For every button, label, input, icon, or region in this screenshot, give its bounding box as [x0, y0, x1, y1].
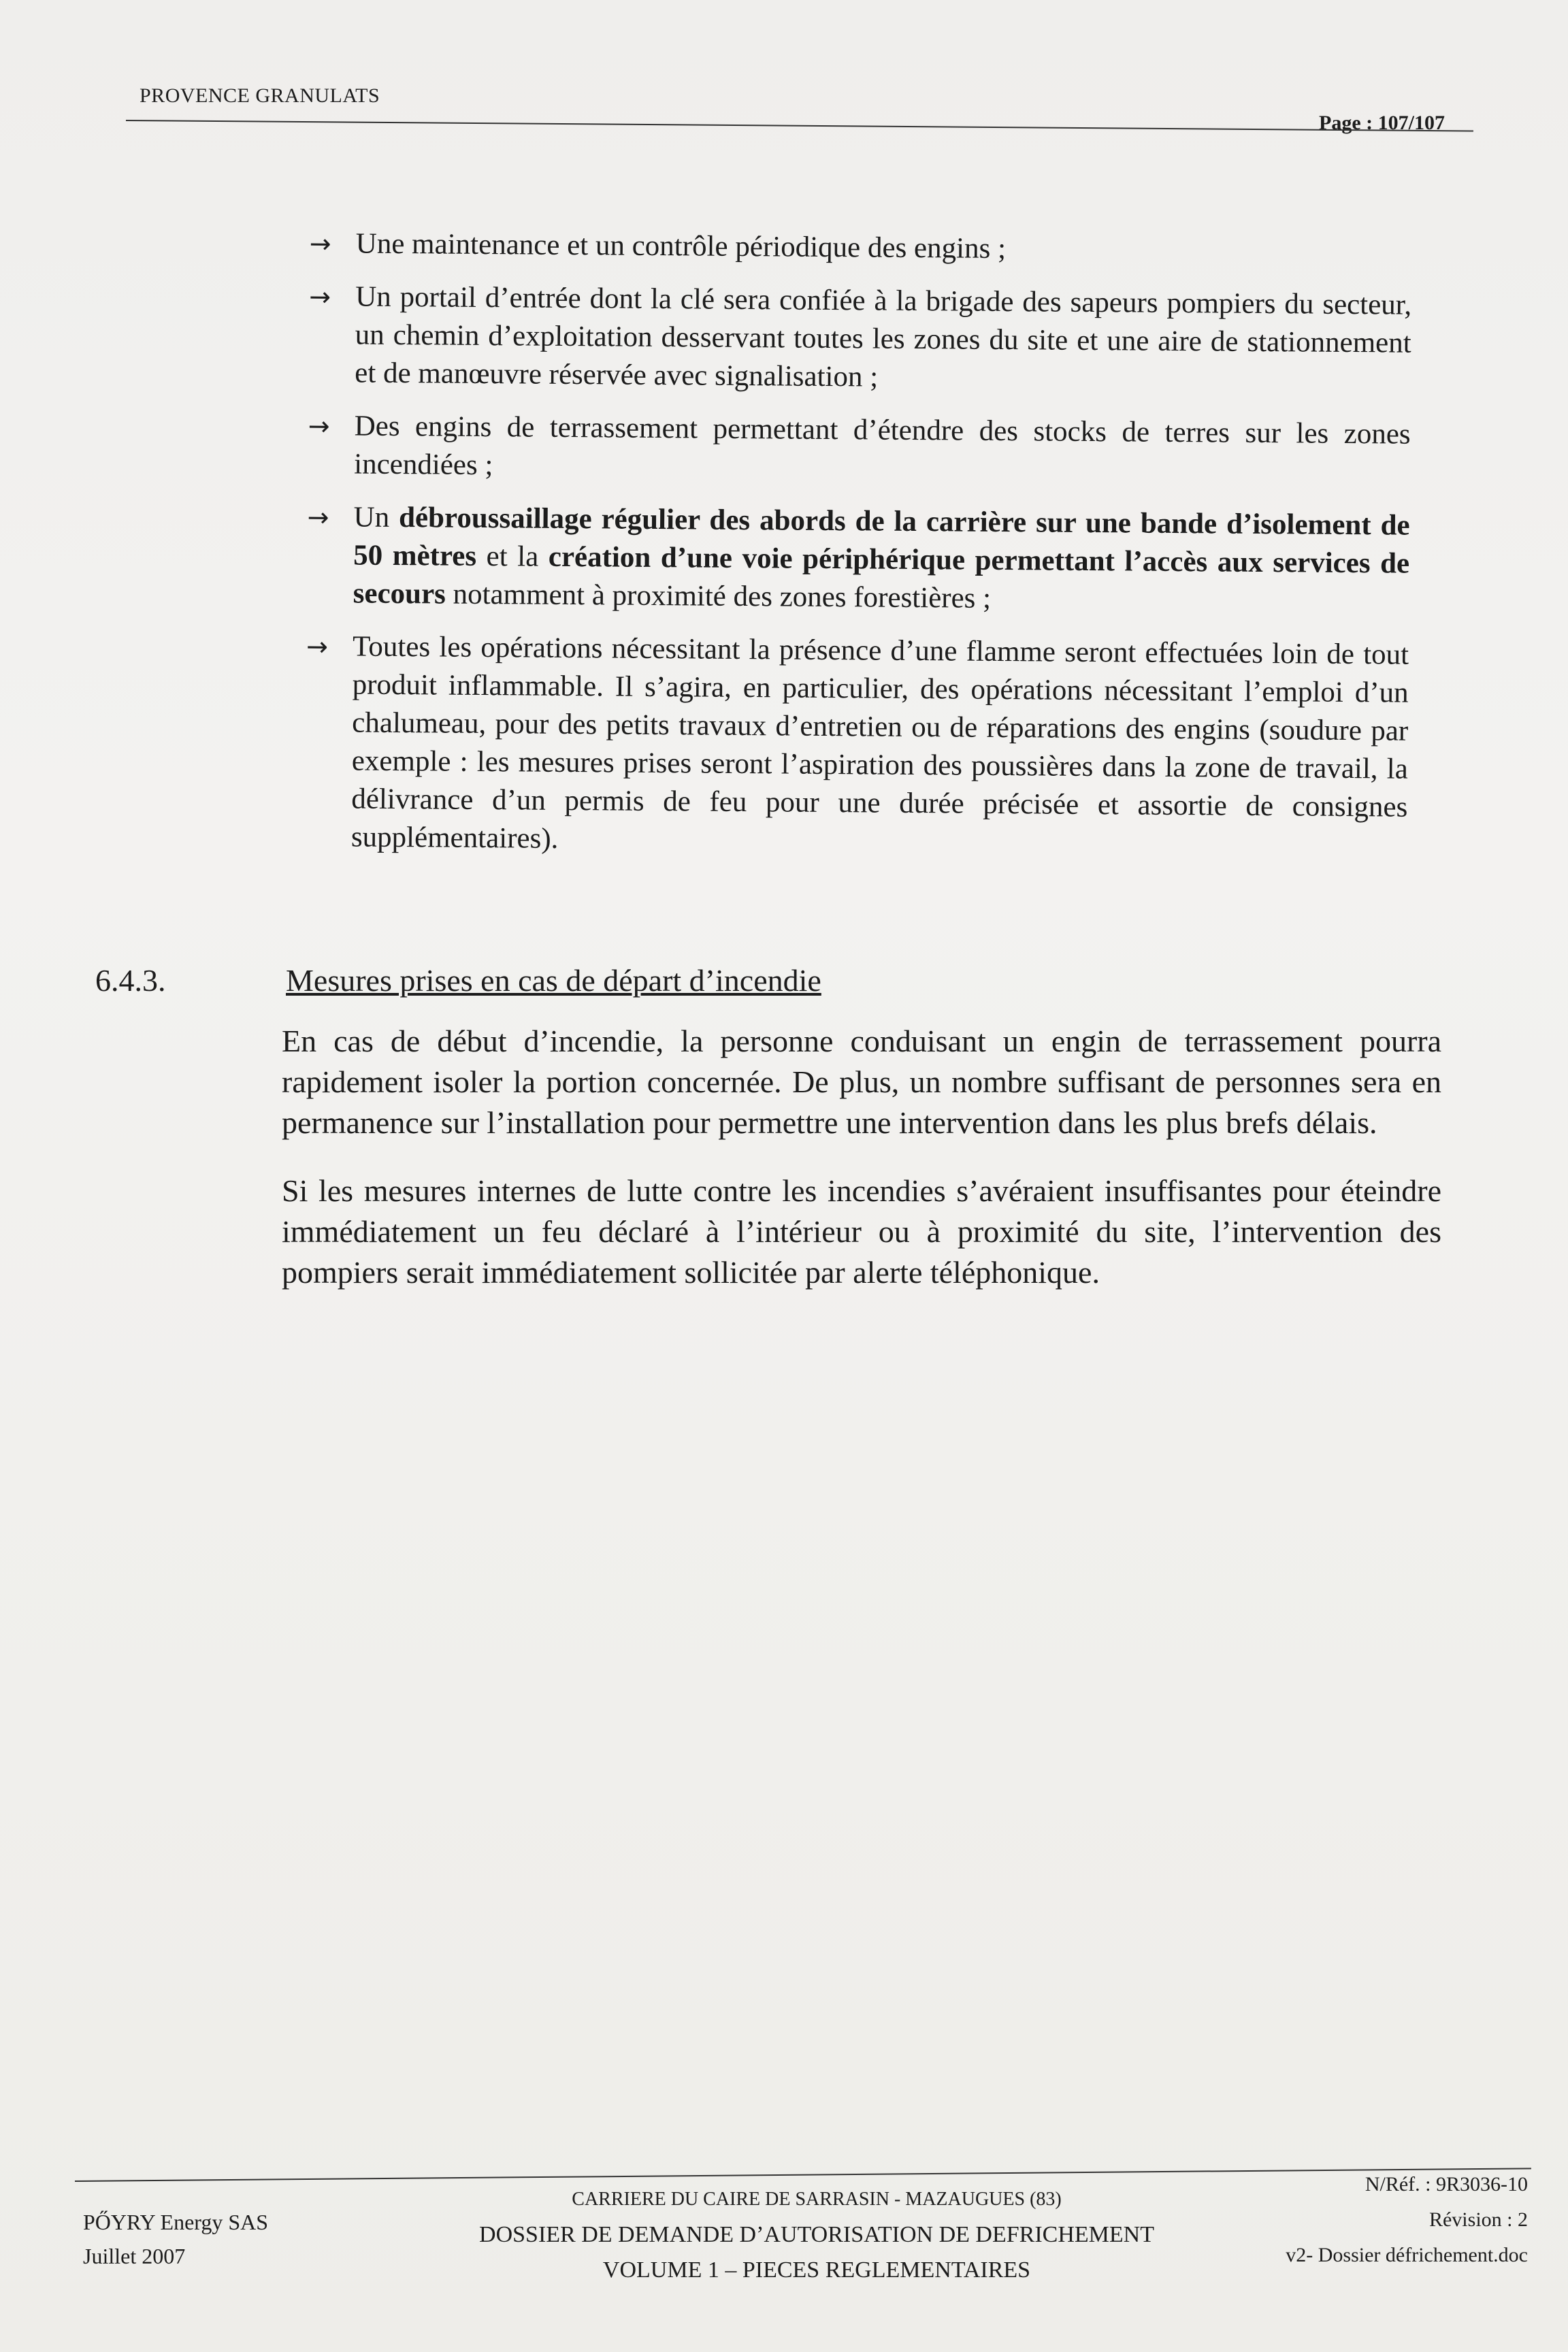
bullet-text: notamment à proximité des zones forestières ; [445, 578, 992, 615]
bullet-list [305, 225, 1412, 880]
bullet-item [310, 225, 1412, 272]
footer-date: Juillet 2007 [83, 2244, 186, 2268]
bullet-item [308, 278, 1411, 401]
footer-company: PŐYRY Energy SAS [83, 2210, 269, 2234]
bullet-text-bold: création d’une voie périphérique permettant l’accès aux services de secours [353, 540, 1410, 610]
header-company: PROVENCE GRANULATS [140, 84, 380, 107]
header-rule [126, 120, 1473, 132]
section-number: 6.4.3. [95, 963, 166, 998]
section-paragraph: Si les mesures internes de lutte contre les incendies s’avéraient insuffisantes pour éteindre immédiatement un feu déclaré à l’intérieur ou à proximité du site, l’intervention des pompiers serait immédiatement sollicitée par alerte téléphonique. [282, 1173, 1441, 1290]
bullet-text-bold: débroussaillage régulier des abords de la carrière sur une bande d’isolement de 50 mètres [353, 502, 1410, 572]
footer-left [83, 2205, 268, 2273]
footer-project: CARRIERE DU CAIRE DE SARRASIN - MAZAUGUES (83) [572, 2189, 1062, 2210]
footer-volume: VOLUME 1 – PIECES REGLEMENTAIRES [602, 2257, 1031, 2283]
arrow-right-icon: → [309, 228, 331, 259]
footer-revision: Révision : 2 [1428, 2208, 1528, 2231]
header-page-number: Page : 107/107 [1319, 112, 1445, 134]
footer-dossier: DOSSIER DE DEMANDE D’AUTORISATION DE DEFRICHEMENT [479, 2222, 1154, 2247]
bullet-text: Un portail d’entrée dont la clé sera confiée à la brigade des sapeurs pompiers du secteur, un chemin d’exploitation desservant toutes les zones du site et une aire de stationnement et de manœuvre réservée avec signalisation ; [355, 280, 1412, 393]
bullet-item [307, 498, 1410, 621]
section-title: Mesures prises en cas de départ d’incendie [286, 963, 821, 998]
footer-reference: N/Réf. : 9R3036-10 [1365, 2173, 1528, 2195]
footer-center [422, 2182, 1211, 2288]
footer-filename: v2- Dossier défrichement.doc [1286, 2244, 1528, 2266]
bullet-text: Toutes les opérations nécessitant la présence d’une flamme seront effectuées loin de tout produit inflammable. Il s’agira, en particulier, des opérations nécessitant l’emploi d’un chalumeau, pour des petits travaux d’entretien ou de réparations des engins (soudure par exemple : les mesures prises seront l’aspiration des poussières dans la zone de travail, la délivrance d’un permis de feu pour une durée précisée et assortie de consignes supplémentaires). [350, 630, 1409, 855]
bullet-item [308, 407, 1411, 492]
arrow-right-icon: → [308, 281, 331, 312]
section-body [282, 1021, 1441, 1320]
bullet-item [305, 627, 1409, 865]
arrow-right-icon: → [306, 631, 329, 662]
arrow-right-icon: → [308, 410, 330, 442]
bullet-text: et la [476, 540, 549, 573]
bullet-text: Un [353, 501, 399, 534]
footer-right [1225, 2167, 1528, 2273]
bullet-text: Des engins de terrassement permettant d’étendre des stocks de terres sur les zones incendiées ; [354, 410, 1411, 482]
arrow-right-icon: → [307, 502, 329, 533]
section-paragraph: En cas de début d’incendie, la personne conduisant un engin de terrassement pourra rapidement isoler la portion concernée. De plus, un nombre suffisant de personnes sera en permanence sur l’installation pour permettre une intervention dans les plus brefs délais. [282, 1024, 1441, 1140]
bullet-text: Une maintenance et un contrôle périodique des engins ; [355, 227, 1007, 265]
